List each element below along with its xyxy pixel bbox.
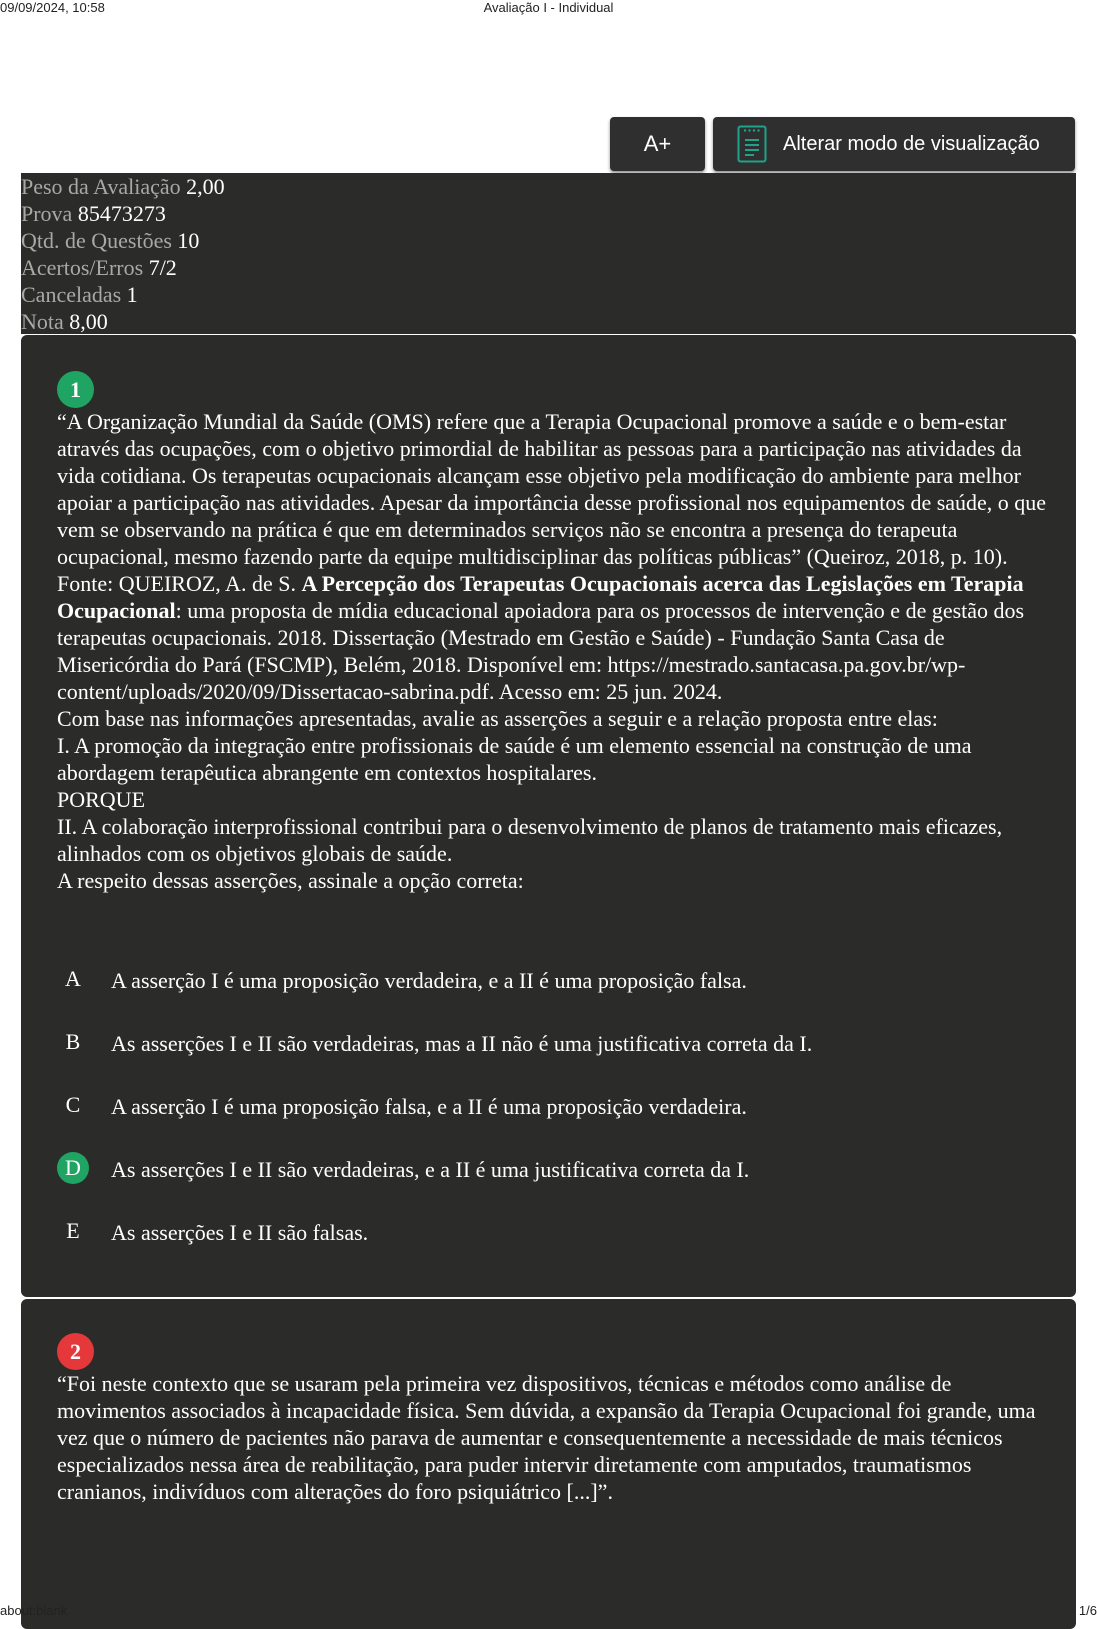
option-text: As asserções I e II são verdadeiras, e a II é uma justificativa correta da I. — [111, 1157, 750, 1182]
summary-label: Qtd. de Questões — [21, 228, 172, 253]
change-view-mode-button[interactable] — [713, 117, 1075, 171]
option-text: A asserção I é uma proposição verdadeira, e a II é uma proposição falsa. — [111, 968, 747, 993]
summary-row-right-wrong — [21, 254, 1076, 281]
print-url: about:blank — [0, 1603, 68, 1618]
question-quote: “A Organização Mundial da Saúde (OMS) refere que a Terapia Ocupacional promove a saúde e o bem-estar através das ocupações, com o objetivo primordial de habilitar as pessoas para a participação nas atividades da vida cotidiana. Os terapeutas ocupacionais alcançam esse objetivo pela modificação do ambiente para melhor apoiar a participação nas atividades. Apesar da importância desse profissional nos equipamentos de saúde, o que vem se observando na prática é que em determinados serviços não se encontra a presença do terapeuta ocupacional, mesmo fazendo parte da equipe multidisciplinar das políticas públicas” (Queiroz, 2018, p. 10). — [57, 409, 1047, 569]
summary-value: 85473273 — [77, 201, 166, 226]
option-c[interactable] — [57, 1089, 1057, 1125]
exam-summary — [21, 173, 1076, 334]
summary-value: 2,00 — [186, 174, 225, 199]
summary-row-exam — [21, 200, 1076, 227]
question-statement — [57, 408, 1057, 894]
summary-row-grade — [21, 308, 1076, 335]
option-text: As asserções I e II são falsas. — [111, 1220, 369, 1245]
summary-row-cancelled — [21, 281, 1076, 308]
question-quote: “Foi neste contexto que se usaram pela primeira vez dispositivos, técnicas e métodos como análise de movimentos associados à incapacidade física. Sem dúvida, a expansão da Terapia Ocupacional foi grande, uma vez que o número de pacientes não parava de aumentar e consequentemente a necessidade de mais técnicos especializados nessa área de reabilitação, para puder intervir diretamente com amputados, traumatismos cranianos, indivíduos com alterações do foro psiquiátrico [...]”. — [57, 1371, 1036, 1504]
print-page-title: Avaliação I - Individual — [483, 0, 614, 15]
option-letter: A — [65, 966, 81, 991]
question-statement — [57, 1370, 1057, 1505]
summary-row-question-count — [21, 227, 1076, 254]
assertion-two: II. A colaboração interprofissional contribui para o desenvolvimento de planos de tratamento mais eficazes, alinhados com os objetivos globais de saúde. — [57, 814, 1003, 866]
print-page-number: 1/6 — [1078, 1603, 1097, 1618]
question-card-1 — [21, 335, 1076, 1297]
option-letter-selected: D — [57, 1152, 89, 1184]
question-instruction: Com base nas informações apresentadas, avalie as asserções a seguir e a relação proposta entre elas: — [57, 706, 938, 731]
option-letter: C — [65, 1092, 81, 1117]
option-a[interactable] — [57, 963, 1057, 999]
font-size-increase-button[interactable] — [610, 117, 705, 171]
view-mode-label: Alterar modo de visualização — [783, 132, 1040, 155]
summary-value: 7/2 — [148, 255, 177, 280]
source-title: A Percepção dos Terapeutas Ocupacionais acerca das Legislações em Terapia Ocupacional — [57, 571, 1024, 623]
question-number-badge: 1 — [57, 371, 94, 408]
summary-label: Acertos/Erros — [21, 255, 144, 280]
summary-value: 1 — [126, 282, 138, 307]
summary-label: Prova — [21, 201, 73, 226]
assertion-connector: PORQUE — [57, 787, 146, 812]
document-icon — [737, 125, 767, 163]
question-card-2 — [21, 1299, 1076, 1629]
summary-label: Canceladas — [21, 282, 122, 307]
font-size-label: A+ — [643, 131, 672, 156]
option-text: As asserções I e II são verdadeiras, mas a II não é uma justificativa correta da I. — [111, 1031, 813, 1056]
option-letter: B — [65, 1029, 81, 1054]
summary-value: 10 — [177, 228, 200, 253]
summary-label: Nota — [21, 309, 64, 334]
question-prompt: A respeito dessas asserções, assinale a opção correta: — [57, 868, 524, 893]
print-datetime: 09/09/2024, 10:58 — [0, 0, 105, 15]
assertion-one: I. A promoção da integração entre profissionais de saúde é um elemento essencial na construção de uma abordagem terapêutica abrangente em contextos hospitalares. — [57, 733, 972, 785]
summary-row-weight — [21, 173, 1076, 200]
source-rest: : uma proposta de mídia educacional apoiadora para os processos de intervenção e de gestão dos terapeutas ocupacionais. 2018. Dissertação (Mestrado em Gestão e Saúde) - Fundação Santa Casa de Misericórdia do Pará (FSCMP), Belém, 2018. Disponível em: https://mestrado.santacasa.pa.gov.br/wp-content/uploads/2020/09/Dissertacao-sabrina.pdf. Acesso em: 25 jun. 2024. — [57, 598, 1025, 704]
question-source — [57, 570, 1057, 705]
option-b[interactable] — [57, 1026, 1057, 1062]
question-number-badge: 2 — [57, 1333, 94, 1370]
summary-value: 8,00 — [69, 309, 108, 334]
option-text: A asserção I é uma proposição falsa, e a II é uma proposição verdadeira. — [111, 1094, 747, 1119]
option-letter: E — [66, 1218, 80, 1243]
summary-label: Peso da Avaliação — [21, 174, 181, 199]
print-footer — [0, 1603, 1097, 1621]
source-prefix: Fonte: QUEIROZ, A. de S. — [57, 571, 302, 596]
print-header — [0, 0, 1097, 18]
option-e[interactable] — [57, 1215, 1057, 1251]
option-d[interactable] — [57, 1152, 1057, 1188]
